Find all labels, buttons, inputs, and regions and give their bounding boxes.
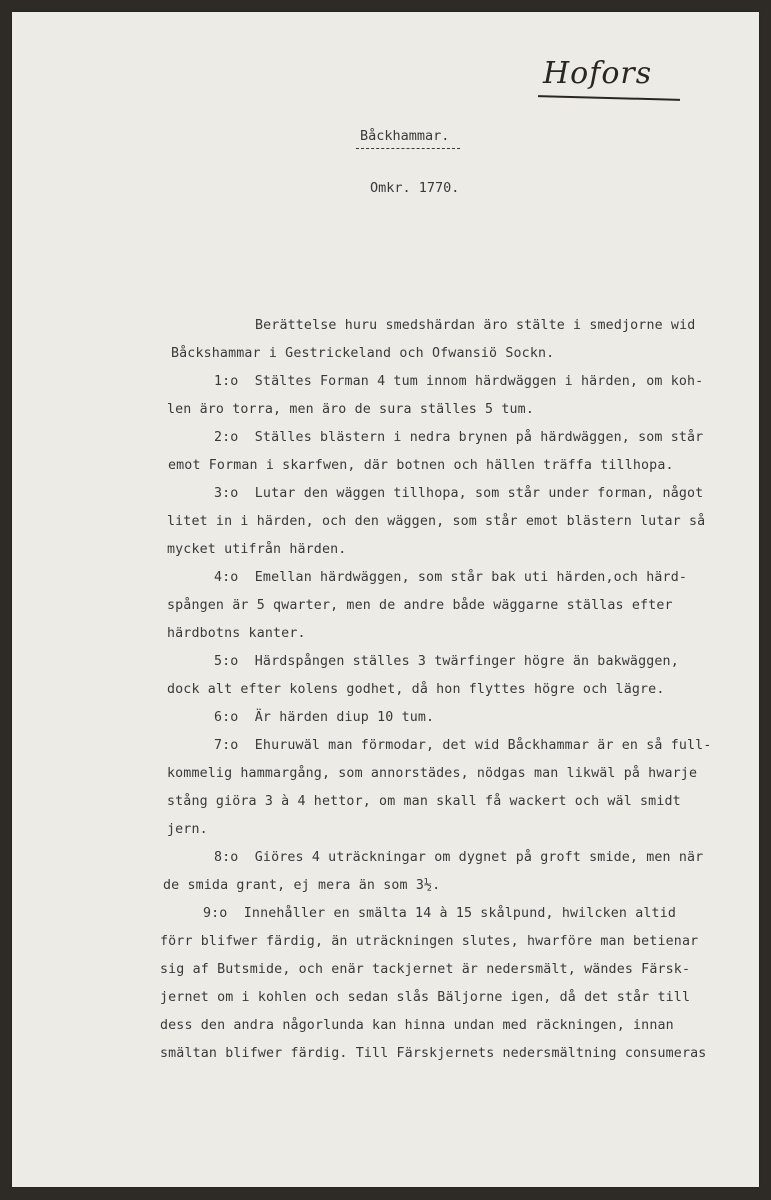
text-line: dock alt efter kolens godhet, då hon flyttes högre och lägre.	[167, 682, 665, 697]
document-date: Omkr. 1770.	[370, 180, 460, 196]
text-line: dess den andra någorlunda kan hinna undan med räckningen, innan	[160, 1018, 674, 1033]
text-line: spången är 5 qwarter, men de andre både wäggarne ställas efter	[167, 598, 673, 613]
text-line: 4:o Emellan härdwäggen, som står bak uti härden,och härd-	[214, 570, 688, 585]
document-heading: Båckhammar.	[360, 128, 450, 144]
text-line: smältan blifwer färdig. Till Färskjernets nedersmältning consumeras	[160, 1046, 707, 1061]
text-line: len äro torra, men äro de sura ställes 5 tum.	[167, 402, 534, 417]
text-line: jern.	[167, 822, 208, 837]
text-line: kommelig hammargång, som annorstädes, nödgas man likwäl på hwarje	[167, 766, 698, 781]
text-line: 1:o Stältes Forman 4 tum innom härdwäggen i härden, om koh-	[214, 374, 704, 389]
text-line: 6:o Är härden diup 10 tum.	[214, 710, 435, 725]
text-line: 8:o Giöres 4 uträckningar om dygnet på groft smide, men när	[214, 850, 704, 865]
text-line: 9:o Innehåller en smälta 14 à 15 skålpund, hwilcken altid	[203, 906, 677, 921]
text-line: Berättelse huru smedshärdan äro stälte i smedjorne wid	[255, 318, 696, 333]
text-line: mycket utifrån härden.	[167, 542, 347, 557]
text-line: emot Forman i skarfwen, där botnen och hällen träffa tillhopa.	[168, 458, 674, 473]
text-line: de smida grant, ej mera än som 3½.	[163, 878, 441, 893]
text-line: 5:o Härdspången ställes 3 twärfinger högre än bakwäggen,	[214, 654, 679, 669]
text-line: litet in i härden, och den wäggen, som står emot blästern lutar så	[167, 514, 706, 529]
text-line: 2:o Ställes blästern i nedra brynen på härdwäggen, som står	[214, 430, 704, 445]
handwritten-title: Hofors	[543, 56, 653, 91]
text-line: stång giöra 3 à 4 hettor, om man skall få wackert och wäl smidt	[167, 794, 681, 809]
text-line: sig af Butsmide, och enär tackjernet är nedersmält, wändes Färsk-	[160, 962, 691, 977]
text-line: förr blifwer färdig, än uträckningen slutes, hwarföre man betienar	[160, 934, 699, 949]
text-line: Båckshammar i Gestrickeland och Ofwansiö Sockn.	[171, 346, 555, 361]
text-line: 3:o Lutar den wäggen tillhopa, som står under forman, något	[214, 486, 704, 501]
text-line: jernet om i kohlen och sedan slås Bäljorne igen, då det står till	[160, 990, 691, 1005]
text-line: 7:o Ehuruwäl man förmodar, det wid Båckhammar är en så full-	[214, 738, 712, 753]
text-line: härdbotns kanter.	[167, 626, 306, 641]
